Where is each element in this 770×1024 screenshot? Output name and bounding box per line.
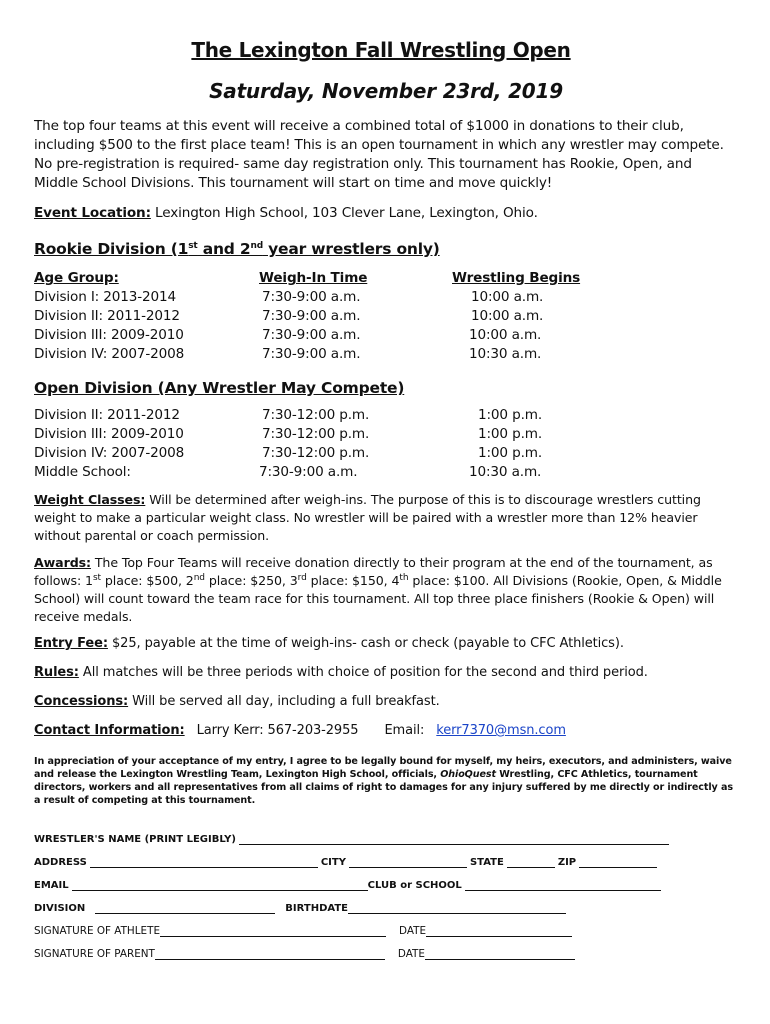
event-location [34, 205, 738, 221]
entry-fee-label: Entry Fee: [34, 636, 108, 651]
table-row [34, 346, 601, 365]
awards-paragraph [34, 554, 738, 626]
form-row-address [34, 845, 738, 868]
awards-sup: nd [193, 572, 205, 583]
contact-email-label: Email: [384, 723, 425, 738]
table-row [34, 327, 601, 346]
concessions-label: Concessions: [34, 694, 129, 709]
rules-text: All matches will be three periods with choice of position for the second and third period. [78, 665, 648, 680]
weigh-in-cell: 7:30-9:00 a.m. [262, 308, 361, 324]
concessions-paragraph [34, 693, 738, 711]
event-date: Saturday, November 23rd, 2019 [209, 79, 563, 103]
parent-date-field[interactable] [425, 949, 575, 960]
division-cell: Division IV: 2007-2008 [34, 346, 185, 362]
weigh-in-cell: 7:30-12:00 p.m. [262, 407, 370, 423]
weigh-in-cell: 7:30-9:00 a.m. [262, 289, 361, 305]
parent-signature-field[interactable] [155, 949, 385, 960]
begins-cell: 1:00 p.m. [478, 426, 543, 442]
rookie-division-heading [34, 240, 738, 258]
registration-flyer [34, 38, 738, 960]
rookie-heading-sup: st [188, 240, 198, 251]
rookie-heading-part: Rookie Division (1 [34, 240, 189, 258]
athlete-date-label: DATE [399, 925, 427, 937]
weigh-in-cell: 7:30-12:00 p.m. [262, 426, 370, 442]
address-label: ADDRESS [34, 857, 87, 868]
concessions-text: Will be served all day, including a full breakfast. [128, 694, 440, 709]
open-schedule-table [34, 407, 608, 483]
waiver-statement [34, 755, 738, 807]
division-label: DIVISION [34, 903, 86, 914]
table-row [34, 426, 608, 445]
entry-fee-paragraph [34, 635, 738, 653]
contact-email-link[interactable]: kerr7370@msn.com [436, 723, 566, 738]
weight-classes-label: Weight Classes: [34, 492, 146, 507]
division-cell: Division III: 2009-2010 [34, 327, 184, 343]
division-cell: Division IV: 2007-2008 [34, 445, 185, 461]
club-field[interactable] [465, 880, 661, 891]
rookie-heading-part: and 2 [197, 240, 251, 258]
page-title: The Lexington Fall Wrestling Open [191, 38, 571, 62]
rookie-heading-sup: nd [250, 240, 263, 251]
contact-name-phone: Larry Kerr: 567-203-2955 [196, 723, 359, 738]
form-row-name [34, 822, 738, 845]
entry-fee-text: $25, payable at the time of weigh-ins- cash or check (payable to CFC Athletics). [107, 636, 624, 651]
form-row-parent-signature [34, 937, 738, 960]
form-row-division [34, 891, 738, 914]
contact-information [34, 722, 738, 740]
rookie-schedule-table [34, 270, 601, 365]
begins-cell: 10:00 a.m. [469, 327, 542, 343]
weigh-in-cell: 7:30-9:00 a.m. [262, 346, 361, 362]
awards-sup: st [92, 572, 101, 583]
awards-sup: th [399, 572, 409, 583]
division-cell: Division II: 2011-2012 [34, 407, 180, 423]
wrestler-name-field[interactable] [239, 834, 669, 845]
rookie-heading-part: year wrestlers only) [262, 240, 440, 258]
awards-text: place: $250, 3 [204, 573, 298, 588]
begins-cell: 1:00 p.m. [478, 407, 543, 423]
awards-text: place: $100. All Divisions (Rookie, Open, & Middle School) will count toward the team race for this tournament. All top three place finishers (Rookie & Open) will receive medals. [34, 573, 722, 624]
registration-form [34, 822, 738, 960]
waiver-text: In appreciation of your acceptance of my entry, I agree to be legally bound for myself, my heirs, executors, and administers, waive and release the Lexington Wrestling Team, Lexington High School, officials, [34, 756, 732, 780]
weigh-in-cell: 7:30-9:00 a.m. [259, 464, 358, 480]
weigh-in-cell: 7:30-12:00 p.m. [262, 445, 370, 461]
begins-cell: 10:30 a.m. [469, 346, 542, 362]
column-header-wrestling-begins: Wrestling Begins [452, 270, 581, 286]
athlete-date-field[interactable] [426, 926, 572, 937]
open-division-heading: Open Division (Any Wrestler May Compete) [34, 379, 405, 397]
intro-paragraph: The top four teams at this event will receive a combined total of $1000 in donations to their club, including $500 to the first place team! This is an open tournament in which any wrestler may compete. No pre-registration is required- same day registration only. This tournament has Rookie, Open, and Middle School Divisions. This tournament will start on time and move quickly! [34, 118, 724, 191]
email-field[interactable] [72, 880, 368, 891]
waiver-text: Wrestling, CFC Athletics, tournament directors, workers and all representatives from all claims of right to damages for any injury suffered by me directly or indirectly as a result of competing at this tournament. [34, 769, 733, 806]
division-cell: Middle School: [34, 464, 131, 480]
city-label: CITY [320, 857, 346, 868]
table-row [34, 308, 601, 327]
table-row [34, 445, 608, 464]
awards-text: place: $500, 2 [101, 573, 194, 588]
birthdate-field[interactable] [348, 903, 566, 914]
begins-cell: 10:00 a.m. [471, 289, 544, 305]
weigh-in-cell: 7:30-9:00 a.m. [262, 327, 361, 343]
table-row [34, 407, 608, 426]
form-row-athlete-signature [34, 914, 738, 937]
zip-field[interactable] [579, 857, 657, 868]
form-row-email [34, 868, 738, 891]
state-label: STATE [469, 857, 504, 868]
awards-text: The Top Four Teams will receive donation directly to their program at the end of the tournament, as follows: 1 [34, 555, 713, 588]
column-header-weigh-in: Weigh-In Time [259, 270, 368, 286]
awards-sup: rd [297, 572, 307, 583]
table-header-row [34, 270, 601, 289]
rules-label: Rules: [34, 665, 79, 680]
city-field[interactable] [349, 857, 467, 868]
awards-label: Awards: [34, 555, 91, 570]
begins-cell: 10:00 a.m. [471, 308, 544, 324]
email-label: EMAIL [34, 880, 69, 891]
weight-classes-text: Will be determined after weigh-ins. The purpose of this is to discourage wrestlers cutting weight to make a particular weight class. No wrestler will be paired with a wrestler more than 12% heavier without parental or coach permission. [34, 492, 701, 543]
contact-label: Contact Information: [34, 723, 185, 738]
awards-text: place: $150, 4 [306, 573, 400, 588]
column-header-age-group: Age Group: [34, 270, 119, 286]
athlete-signature-field[interactable] [160, 926, 386, 937]
birthdate-label: BIRTHDATE [285, 903, 348, 914]
wrestler-name-label: WRESTLER'S NAME (PRINT LEGIBLY) [34, 834, 236, 845]
state-field[interactable] [507, 857, 555, 868]
event-location-label: Event Location: [34, 205, 151, 221]
division-cell: Division I: 2013-2014 [34, 289, 177, 305]
begins-cell: 1:00 p.m. [478, 445, 543, 461]
division-cell: Division II: 2011-2012 [34, 308, 180, 324]
zip-label: ZIP [557, 857, 577, 868]
division-field[interactable] [95, 903, 275, 914]
waiver-italic: OhioQuest [440, 769, 496, 780]
rules-paragraph [34, 664, 738, 682]
table-row [34, 464, 608, 483]
event-location-value: Lexington High School, 103 Clever Lane, Lexington, Ohio. [155, 205, 538, 221]
table-row [34, 289, 601, 308]
parent-signature-label: SIGNATURE OF PARENT [34, 948, 155, 960]
club-label: CLUB or SCHOOL [367, 880, 462, 891]
address-field[interactable] [90, 857, 318, 868]
begins-cell: 10:30 a.m. [469, 464, 542, 480]
athlete-signature-label: SIGNATURE OF ATHLETE [34, 925, 161, 937]
division-cell: Division III: 2009-2010 [34, 426, 184, 442]
weight-classes-paragraph [34, 491, 738, 545]
parent-date-label: DATE [397, 948, 425, 960]
